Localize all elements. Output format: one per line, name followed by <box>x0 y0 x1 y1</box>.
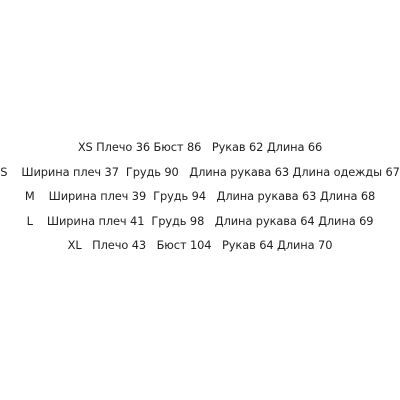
size-chart <box>0 139 400 262</box>
size-row-s: S Ширина плеч 37 Грудь 90 Длина рукава 63 Длина одежды 67 <box>0 164 400 179</box>
size-row-xs: XS Плечо 36 Бюст 86 Рукав 62 Длина 66 <box>77 140 323 154</box>
size-row-m: M Ширина плеч 39 Грудь 94 Длина рукава 63 Длина 68 <box>24 189 376 203</box>
size-row-l: L Ширина плеч 41 Грудь 98 Длина рукава 64 Длина 69 <box>26 213 374 228</box>
size-row-xl: XL Плечо 43 Бюст 104 Рукав 64 Длина 70 <box>67 238 333 252</box>
